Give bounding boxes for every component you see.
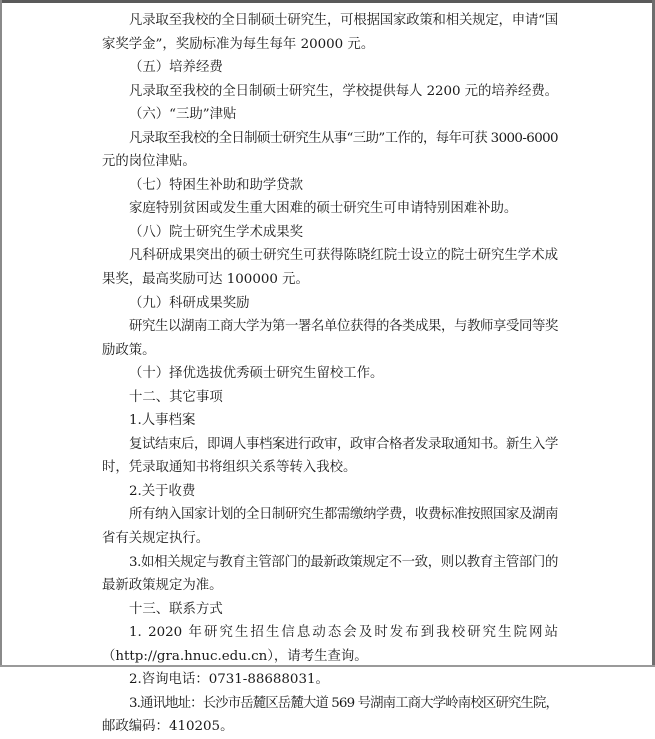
- text-line: 省有关规定执行。: [102, 531, 210, 547]
- text-line: 最新政策规定为准。: [102, 578, 223, 594]
- text-line: 3.如相关规定与教育主管部门的最新政策规定不一致，则以教育主管部门的: [129, 554, 558, 570]
- text-line: 研究生以湖南工商大学为第一署名单位获得的各类成果，与教师享受同等奖: [129, 319, 558, 335]
- subsection-heading: 1.人事档案: [129, 413, 196, 429]
- website-link: （http://gra.hnuc.edu.cn），请考生查询。: [102, 648, 368, 664]
- chapter-heading: 十三、联系方式: [129, 601, 223, 617]
- text-line: 凡录取至我校的全日制硕士研究生从事“三助”工作的，每年可获 3000-6000: [129, 130, 558, 146]
- text-line: 凡科研成果突出的硕士研究生可获得陈晓红院士设立的院士研究生学术成: [129, 248, 558, 264]
- section-heading: （六）“三助”津贴: [129, 107, 237, 123]
- text-line: 时，凭录取通知书将组织关系等转入我校。: [102, 460, 357, 476]
- section-heading: （五）培养经费: [129, 60, 223, 76]
- document-body: [102, 9, 558, 739]
- section-heading: （十）择优选拔优秀硕士研究生留校工作。: [129, 366, 384, 382]
- text-line: 复试结束后，即调人事档案进行政审，政审合格者发录取通知书。新生入学: [129, 436, 558, 452]
- text-line: 凡录取至我校的全日制硕士研究生，学校提供每人 2200 元的培养经费。: [129, 83, 558, 99]
- text-line: 家庭特别贫困或发生重大困难的硕士研究生可申请特别困难补助。: [129, 201, 518, 217]
- text-line: 凡录取至我校的全日制硕士研究生，可根据国家政策和相关规定，申请“国: [129, 13, 558, 28]
- address-line: 3.通讯地址：长沙市岳麓区岳麓大道 569 号湖南工商大学岭南校区研究生院，: [129, 695, 558, 711]
- phone-line: 2.咨询电话：0731-88688031。: [129, 672, 329, 688]
- section-heading: （八）院士研究生学术成果奖: [129, 224, 304, 240]
- chapter-heading: 十二、其它事项: [129, 389, 223, 405]
- window-edge-left: [0, 0, 2, 667]
- postcode-line: 邮政编码：410205。: [102, 719, 234, 735]
- text-line: 家奖学金”，奖励标准为每生每年 20000 元。: [102, 36, 375, 52]
- text-line: 励政策。: [102, 342, 156, 358]
- text-line: 元的岗位津贴。: [102, 154, 196, 170]
- window-edge-top: [0, 0, 655, 3]
- text-line: 1. 2020 年研究生招生信息动态会及时发布到我校研究生院网站: [129, 625, 558, 641]
- text-line: 所有纳入国家计划的全日制研究生都需缴纳学费，收费标准按照国家及湖南: [129, 507, 558, 523]
- section-heading: （七）特困生补助和助学贷款: [129, 177, 304, 193]
- text-line: 果奖，最高奖励可达 100000 元。: [102, 272, 309, 288]
- section-heading: （九）科研成果奖励: [129, 295, 250, 311]
- subsection-heading: 2.关于收费: [129, 483, 196, 499]
